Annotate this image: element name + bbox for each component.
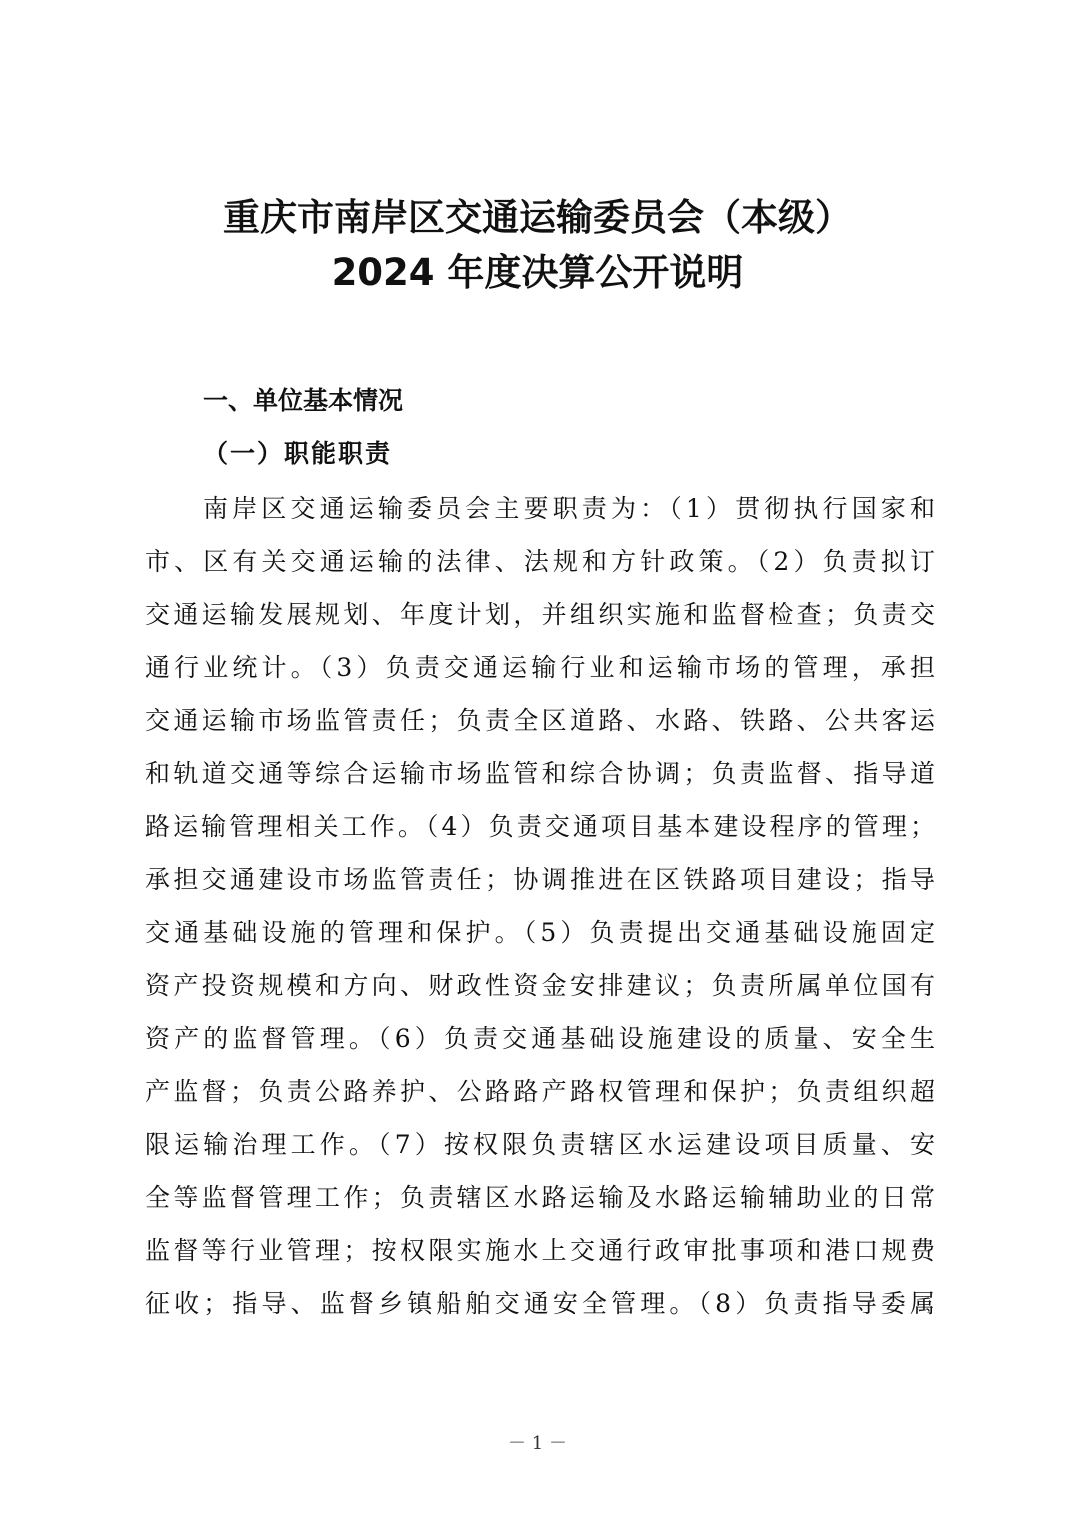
document-title-line1: 重庆市南岸区交通运输委员会（本级） [223, 196, 852, 239]
paragraph-line: 通行业统计。（3）负责交通运输行业和运输市场的管理，承担 [145, 653, 935, 682]
paragraph-line: 交通运输发展规划、年度计划，并组织实施和监督检查；负责交 [145, 600, 935, 629]
paragraph-line: 市、区有关交通运输的法律、法规和方针政策。（2）负责拟订 [145, 547, 935, 576]
paragraph-line: 限运输治理工作。（7）按权限负责辖区水运建设项目质量、安 [145, 1130, 935, 1159]
paragraph-line: 路运输管理相关工作。（4）负责交通项目基本建设程序的管理； [145, 812, 935, 841]
paragraph-line: 资产的监督管理。（6）负责交通基础设施建设的质量、安全生 [145, 1024, 935, 1053]
paragraph-line: 征收；指导、监督乡镇船舶交通安全管理。（8）负责指导委属 [145, 1289, 935, 1318]
paragraph-line: 资产投资规模和方向、财政性资金安排建议；负责所属单位国有 [145, 971, 935, 1000]
paragraph-line: 南岸区交通运输委员会主要职责为：（1）贯彻执行国家和 [203, 494, 935, 523]
page-number: － 1 － [508, 1433, 567, 1454]
subsection-heading: （一）职能职责 [203, 439, 393, 468]
paragraph-line: 交通运输市场监管责任；负责全区道路、水路、铁路、公共客运 [145, 706, 935, 735]
document-title-line2: 2024 年度决算公开说明 [331, 251, 744, 294]
paragraph-line: 监督等行业管理；按权限实施水上交通行政审批事项和港口规费 [145, 1236, 935, 1265]
paragraph-line: 交通基础设施的管理和保护。（5）负责提出交通基础设施固定 [145, 918, 935, 947]
paragraph-line: 承担交通建设市场监管责任；协调推进在区铁路项目建设；指导 [145, 865, 935, 894]
section-heading: 一、单位基本情况 [203, 386, 404, 415]
paragraph-line: 全等监督管理工作；负责辖区水路运输及水路运输辅助业的日常 [145, 1183, 935, 1212]
paragraph-line: 产监督；负责公路养护、公路路产路权管理和保护；负责组织超 [145, 1077, 935, 1106]
paragraph-line: 和轨道交通等综合运输市场监管和综合协调；负责监督、指导道 [145, 759, 935, 788]
